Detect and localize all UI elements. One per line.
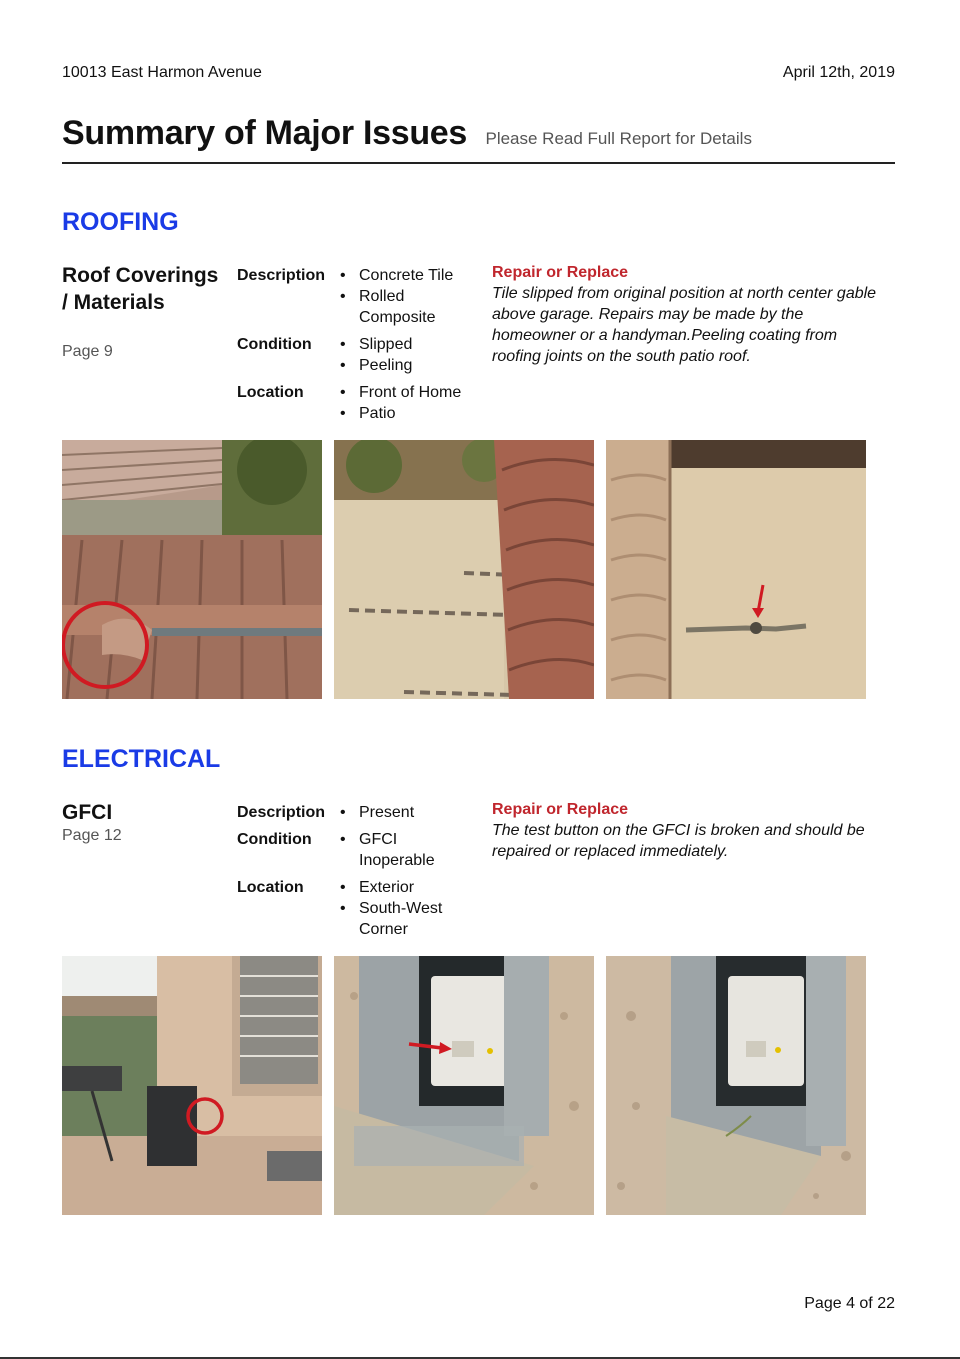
condition-row: [237, 334, 487, 376]
roof-photo-patio-joints: [334, 440, 594, 699]
list-item: • GFCI Inoperable: [335, 829, 445, 871]
item-properties: [237, 265, 487, 430]
list-item: • Rolled Composite: [335, 286, 445, 328]
item-name-roof-coverings: Roof Coverings / Materials: [62, 264, 219, 314]
list-item: • Front of Home: [335, 382, 461, 403]
condition-row: [237, 829, 487, 871]
condition-label: Condition: [237, 336, 312, 353]
gfci-photo-closeup: [606, 956, 866, 1215]
report-date: April 12th, 2019: [782, 64, 895, 81]
section-heading-electrical: ELECTRICAL: [62, 745, 221, 773]
list-item: • Concrete Tile: [335, 265, 453, 286]
property-address: 10013 East Harmon Avenue: [62, 64, 262, 81]
condition-values: [335, 334, 412, 376]
description-row: [237, 802, 487, 823]
note-text: The test button on the GFCI is broken and should be repaired or replaced immediately.: [492, 822, 865, 860]
note-heading: Repair or Replace: [492, 801, 629, 818]
location-row: [237, 382, 487, 424]
list-item: • South-West Corner: [335, 898, 455, 940]
description-row: [237, 265, 487, 328]
page-subtitle: Please Read Full Report for Details: [485, 129, 752, 148]
location-values: [335, 877, 455, 940]
repair-note: [492, 263, 887, 367]
location-row: [237, 877, 487, 940]
gfci-photo-location: [62, 956, 322, 1215]
location-values: [335, 382, 461, 424]
location-label: Location: [237, 384, 304, 401]
title-row: [62, 114, 895, 164]
roof-photo-peeling-coating: [606, 440, 866, 699]
item-properties: [237, 802, 487, 946]
note-heading: Repair or Replace: [492, 264, 629, 281]
description-label: Description: [237, 267, 326, 284]
gfci-photo-closeup-arrow: [334, 956, 594, 1215]
item-page-ref: Page 9: [62, 343, 113, 360]
repair-note: [492, 800, 887, 862]
description-label: Description: [237, 804, 326, 821]
roof-photo-slipped-tile: [62, 440, 322, 699]
description-values: [335, 802, 414, 823]
list-item: • Patio: [335, 403, 461, 424]
location-label: Location: [237, 879, 304, 896]
description-values: [335, 265, 453, 328]
list-item: • Exterior: [335, 877, 455, 898]
item-page-ref: Page 12: [62, 827, 122, 844]
item-name-gfci: GFCI: [62, 801, 113, 824]
list-item: • Present: [335, 802, 414, 823]
list-item: • Slipped: [335, 334, 412, 355]
page-title: Summary of Major Issues: [62, 114, 468, 152]
page-number: Page 4 of 22: [804, 1295, 895, 1312]
condition-label: Condition: [237, 831, 312, 848]
condition-values: [335, 829, 445, 871]
list-item: • Peeling: [335, 355, 412, 376]
section-heading-roofing: ROOFING: [62, 208, 179, 236]
note-text: Tile slipped from original position at north center gable above garage. Repairs may be made by the homeowner or a handyman.Peeling coating from roofing joints on the south patio roof.: [492, 285, 877, 365]
